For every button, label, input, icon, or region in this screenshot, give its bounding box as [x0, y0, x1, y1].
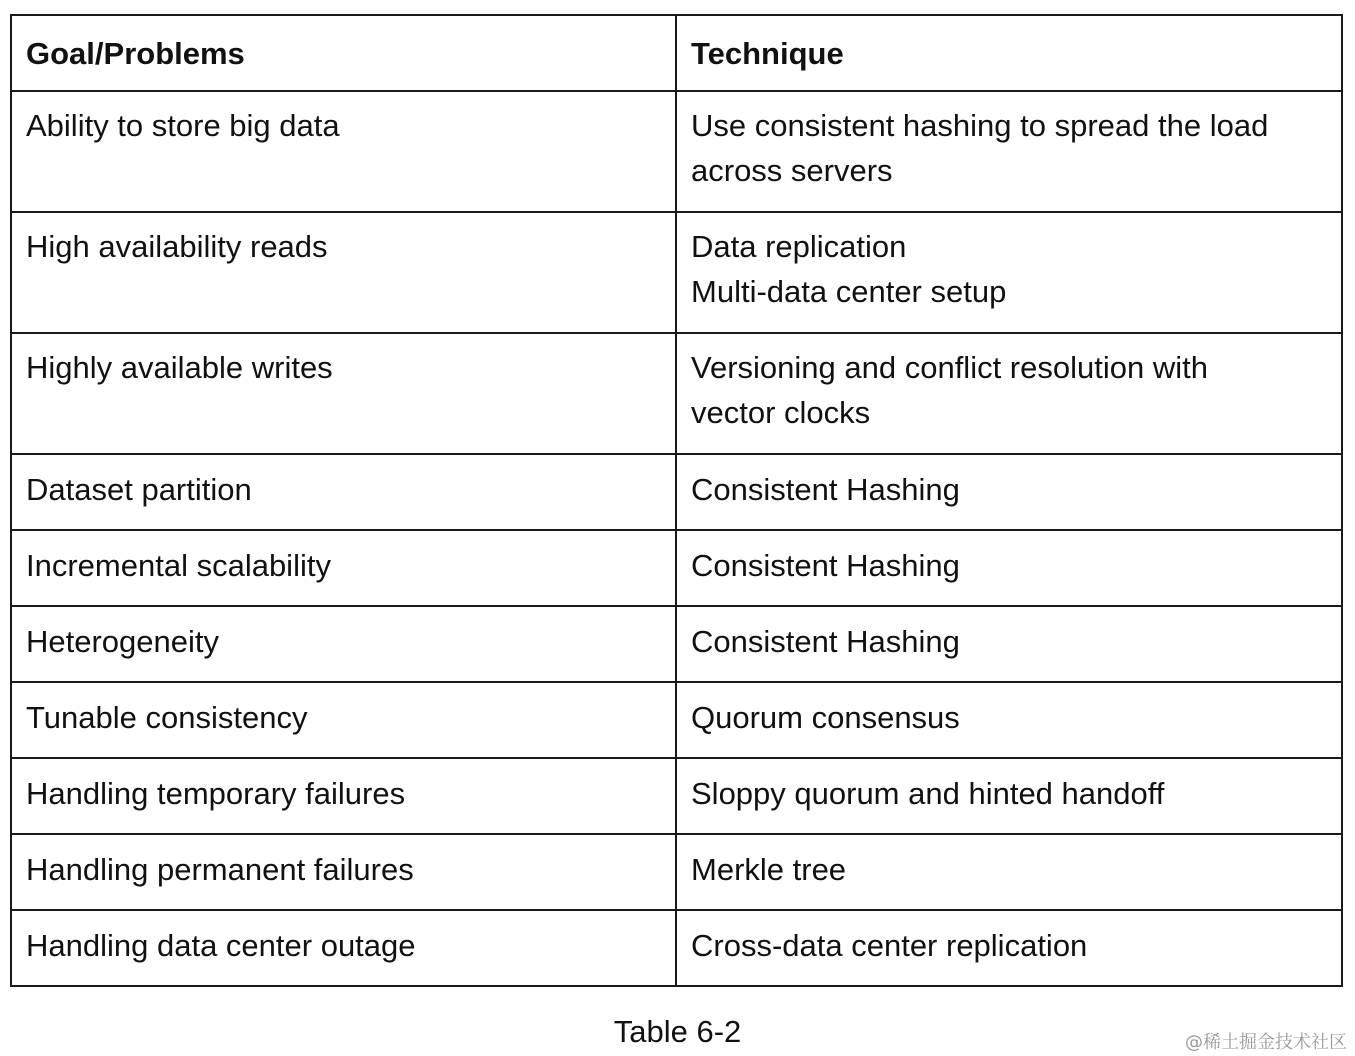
- goal-cell: Handling data center outage: [11, 910, 676, 986]
- watermark: @稀土掘金技术社区: [1185, 1032, 1347, 1053]
- table-row: [11, 682, 1342, 758]
- table-row: [11, 333, 1342, 454]
- technique-cell: Consistent Hashing: [676, 606, 1342, 682]
- technique-line: Versioning and conflict resolution with: [691, 350, 1208, 385]
- table-header-row: [11, 15, 1342, 91]
- goal-cell: High availability reads: [11, 212, 676, 333]
- table-row: [11, 758, 1342, 834]
- goals-techniques-table: [10, 14, 1343, 987]
- goal-cell: Highly available writes: [11, 333, 676, 454]
- goal-cell: Dataset partition: [11, 454, 676, 530]
- technique-cell: Cross-data center replication: [676, 910, 1342, 986]
- technique-line: Use consistent hashing to spread the load: [691, 108, 1269, 143]
- goal-cell: Handling permanent failures: [11, 834, 676, 910]
- technique-line: vector clocks: [691, 395, 871, 430]
- technique-cell: [676, 333, 1342, 454]
- table-row: [11, 530, 1342, 606]
- technique-line: Data replication: [691, 229, 907, 264]
- technique-cell: Consistent Hashing: [676, 454, 1342, 530]
- goal-cell: Handling temporary failures: [11, 758, 676, 834]
- technique-cell: [676, 91, 1342, 212]
- header-goal-problems: Goal/Problems: [11, 15, 676, 91]
- goal-cell: Heterogeneity: [11, 606, 676, 682]
- technique-cell: Sloppy quorum and hinted handoff: [676, 758, 1342, 834]
- table-row: [11, 454, 1342, 530]
- table-row: [11, 834, 1342, 910]
- technique-cell: Merkle tree: [676, 834, 1342, 910]
- goal-cell: Tunable consistency: [11, 682, 676, 758]
- table-row: [11, 910, 1342, 986]
- technique-cell: Quorum consensus: [676, 682, 1342, 758]
- table-row: [11, 91, 1342, 212]
- goal-cell: Incremental scalability: [11, 530, 676, 606]
- goal-cell: Ability to store big data: [11, 91, 676, 212]
- technique-cell: [676, 212, 1342, 333]
- technique-cell: Consistent Hashing: [676, 530, 1342, 606]
- technique-line: across servers: [691, 153, 893, 188]
- header-technique: Technique: [676, 15, 1342, 91]
- table-row: [11, 212, 1342, 333]
- table-caption: Table 6-2: [613, 1014, 742, 1049]
- technique-line: Multi-data center setup: [691, 274, 1007, 309]
- table-row: [11, 606, 1342, 682]
